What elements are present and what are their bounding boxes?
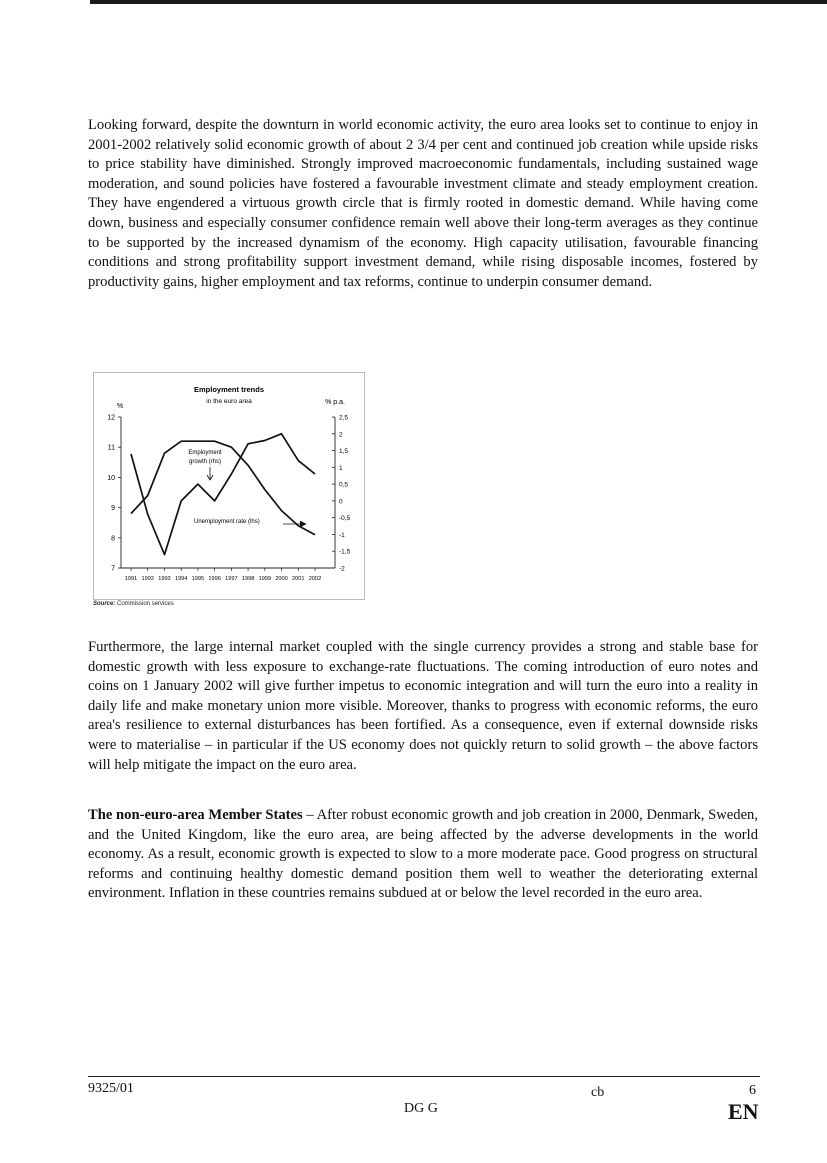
left-tick-label: 9: [111, 505, 115, 513]
x-tick-label: 1998: [241, 576, 255, 582]
source-label: Source:: [93, 601, 116, 607]
right-tick-label: 1: [339, 464, 343, 472]
x-tick-label: 1995: [191, 576, 205, 582]
right-tick-label: 2: [339, 431, 343, 439]
x-tick-label: 1999: [258, 576, 272, 582]
x-tick-label: 1994: [174, 576, 188, 582]
left-tick-label: 10: [107, 474, 115, 482]
top-rule: [90, 0, 827, 4]
left-tick-label: 12: [107, 414, 115, 422]
right-axis-label: % p.a.: [325, 399, 345, 406]
employment-label-line1: Employment: [188, 450, 222, 456]
x-tick-label: 2000: [275, 576, 288, 582]
footer-department: DG G: [404, 1101, 438, 1116]
right-tick-label: 0,5: [339, 481, 349, 489]
footer-page-number: 6: [749, 1083, 756, 1098]
left-tick-label: 11: [107, 444, 115, 452]
x-tick-label: 2001: [292, 576, 305, 582]
left-axis-label: %: [116, 403, 124, 410]
right-tick-label: -1: [339, 531, 345, 539]
right-tick-label: -0,5: [339, 515, 351, 523]
source-text: Commission services: [117, 601, 174, 607]
paragraph-heading: The non-euro-area Member States: [88, 807, 303, 823]
chart-subtitle: in the euro area: [206, 398, 252, 405]
right-tick-label: 2,5: [339, 414, 349, 422]
footer-doc-number: 9325/01: [88, 1081, 134, 1096]
right-tick-label: 0: [339, 498, 343, 506]
x-tick-label: 1996: [208, 576, 221, 582]
employment-label-line2: growth (rhs): [188, 459, 222, 465]
employment-growth-line: [131, 434, 315, 555]
x-tick-label: 1993: [158, 576, 171, 582]
x-tick-label: 2002: [308, 576, 322, 582]
unemployment-arrow-head-icon: [300, 521, 306, 527]
left-tick-label: 8: [111, 535, 115, 543]
employment-trends-chart: [93, 372, 365, 600]
right-tick-label: -2: [339, 565, 345, 573]
right-tick-label: -1,5: [339, 548, 351, 556]
left-axis-ticks: [107, 415, 121, 573]
x-axis-ticks: [125, 568, 321, 582]
x-tick-label: 1992: [141, 576, 154, 582]
unemployment-label: Unemployment rate (lhs): [194, 519, 260, 525]
chart-source: [93, 601, 174, 607]
footer-rule: [88, 1076, 760, 1077]
x-tick-label: 1991: [124, 576, 138, 582]
chart-svg: [93, 372, 365, 600]
paragraph-body: – After robust economic growth and job creation in 2000, Denmark, Sweden, and the United Kingdom, like the euro area, are being affected by the adverse developments in the world economy. As a result, economic growth is expected to slow to a more moderate pace. Good progress on structural reforms and continuing healthy domestic demand position them well to weather the deteriorating external environment. Inflation in these countries remains subdued at or below the level recorded in the euro area.: [88, 807, 758, 902]
right-tick-label: 1,5: [339, 448, 349, 456]
paragraph-internal-market: Furthermore, the large internal market coupled with the single currency provides a strong and stable base for domestic growth with less exposure to exchange-rate fluctuations. The coming introduction of euro notes and coins on 1 January 2002 will give further impetus to economic integration and will turn the euro into a reality in daily life and make monetary union more visible. Moreover, thanks to progress with economic reforms, the euro area's resilience to external disturbances has been fortified. As a consequence, even if external downside risks were to materialise – in particular if the US economy does not quickly return to solid growth – the above factors will help mitigate the impact on the euro area.: [88, 639, 758, 773]
left-tick-label: 7: [111, 565, 115, 573]
paragraph-non-euro-area: [88, 806, 758, 904]
x-tick-label: 1997: [225, 576, 238, 582]
paragraph-outlook: Looking forward, despite the downturn in world economic activity, the euro area looks set to continue to enjoy in 2001-2002 relatively solid economic growth of about 2 3/4 per cent and continued job creation while upside risks to price stability have diminished. Strongly improved macroeconomic fundamentals, including sustained wage moderation, and sound policies have fostered a favourable investment climate and steady employment creation. They have engendered a virtuous growth circle that is firmly rooted in domestic demand. While having come down, business and especially consumer confidence remain well above their long-term averages as they continue to be supported by the increased dynamism of the economy. High capacity utilisation, favourable financing conditions and strong profitability support investment demand, while rising disposable incomes, fostered by productivity gains, higher employment and tax reforms, continue to underpin consumer demand.: [88, 117, 758, 290]
chart-title: Employment trends: [193, 385, 265, 394]
footer-language: EN: [728, 1099, 759, 1124]
chart-frame: [94, 373, 365, 600]
series-lines: [131, 434, 315, 555]
footer-initials: cb: [591, 1085, 605, 1100]
